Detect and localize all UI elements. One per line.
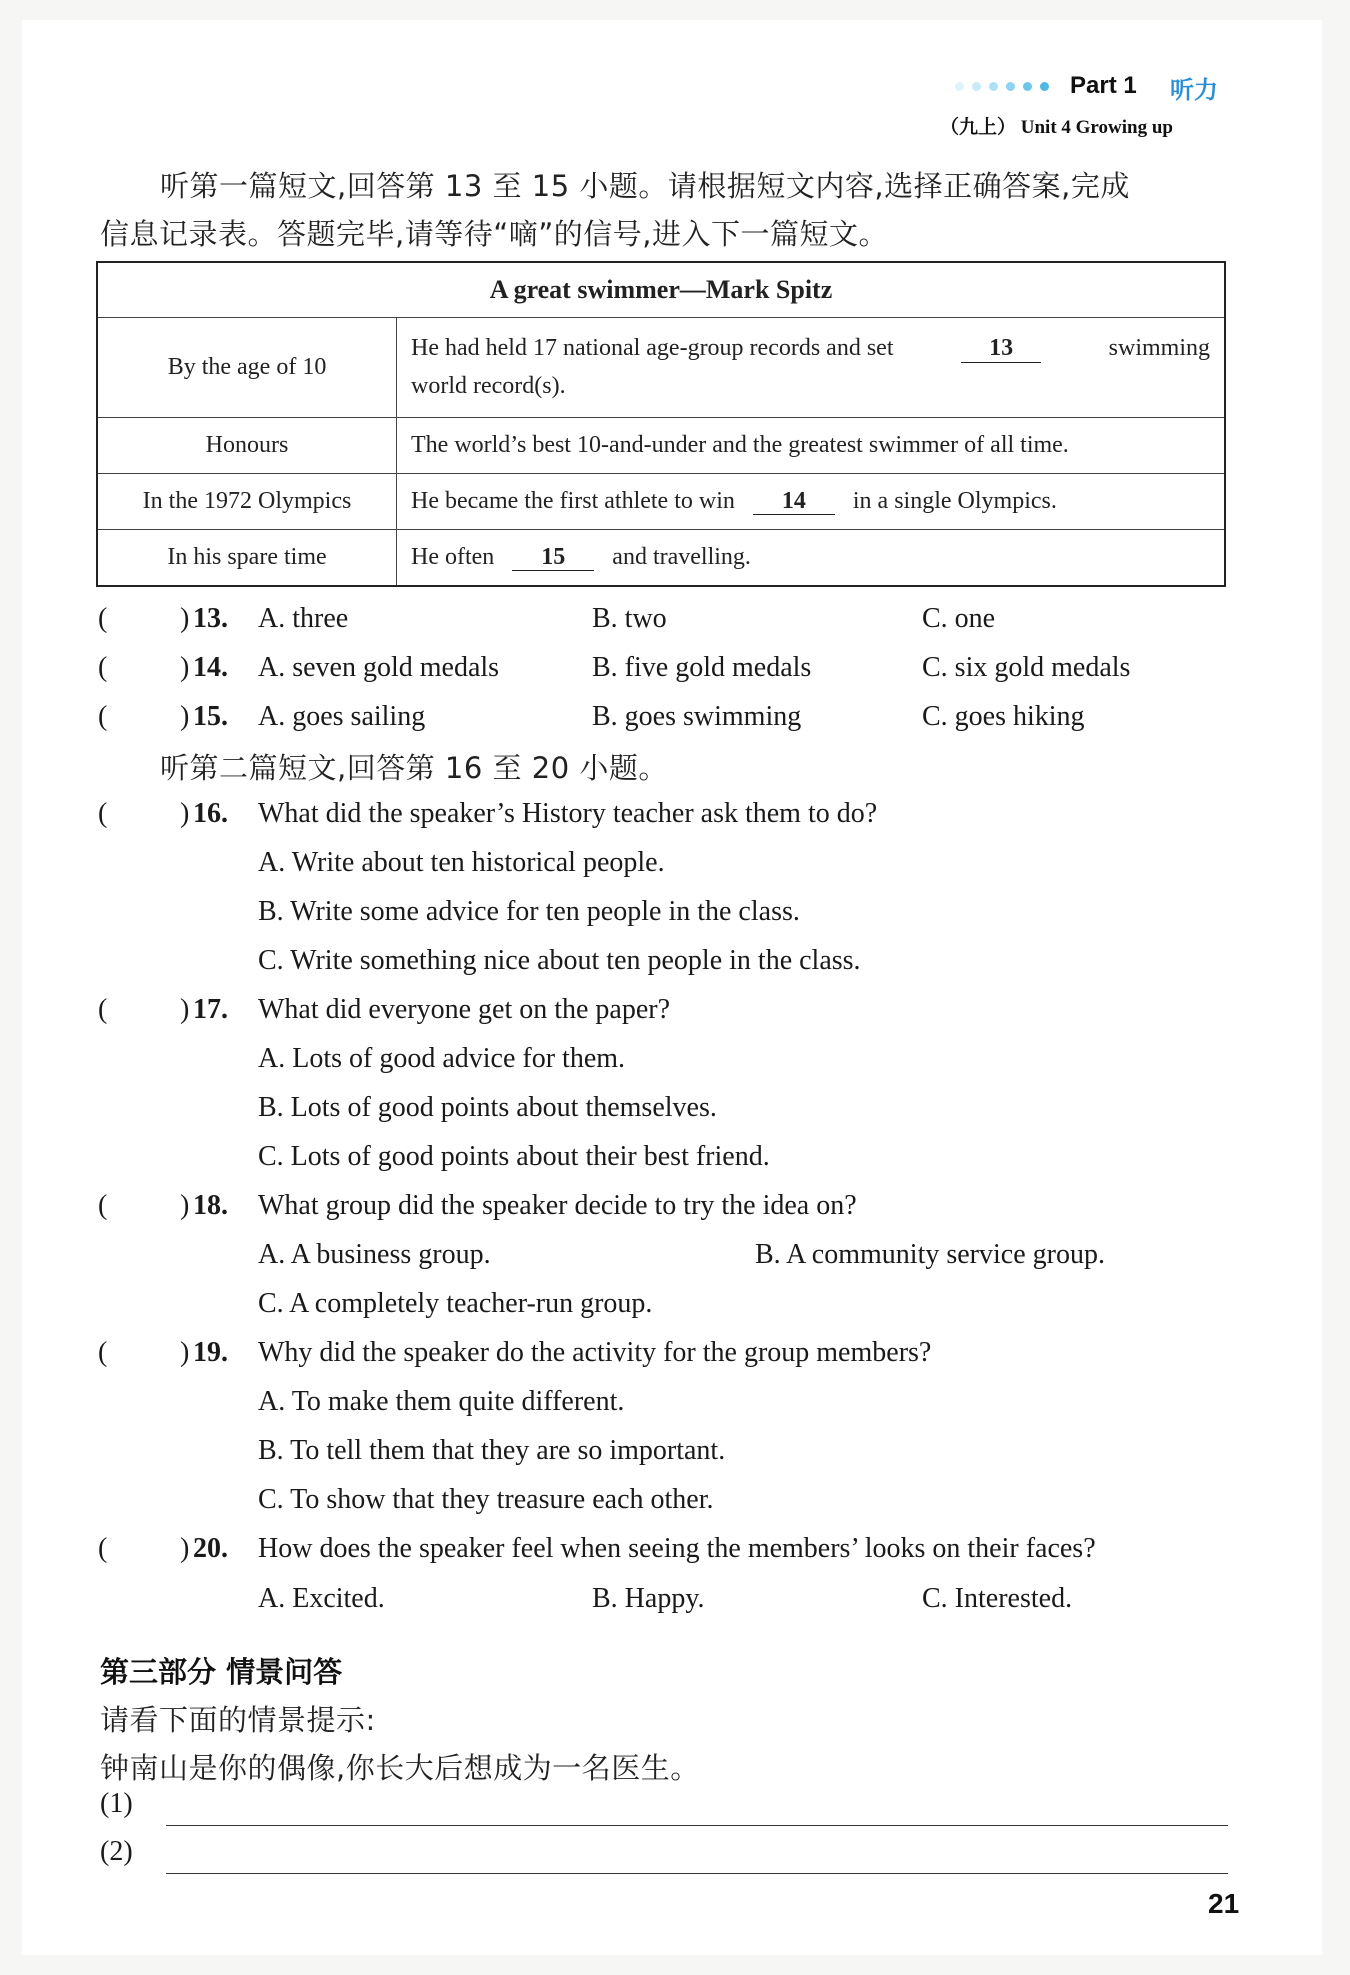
question-number: 20. xyxy=(193,1533,228,1564)
header-dot xyxy=(955,82,964,91)
header-unit: （九上） Unit 4 Growing up xyxy=(940,117,1173,138)
answer-label-1: (1) xyxy=(100,1788,133,1819)
header-dot xyxy=(1040,82,1049,91)
option-c: C. Lots of good points about their best friend. xyxy=(258,1141,770,1172)
answer-paren-close: ) xyxy=(180,701,190,732)
answer-line-1[interactable] xyxy=(166,1825,1228,1826)
section-3-title: 第三部分 情景问答 xyxy=(100,1655,343,1689)
question-number: 17. xyxy=(193,994,228,1025)
option-a: A. Excited. xyxy=(258,1583,385,1614)
page-number: 21 xyxy=(1208,1888,1240,1919)
question-stem: What group did the speaker decide to try the idea on? xyxy=(258,1190,857,1221)
answer-paren-open[interactable]: ( xyxy=(98,701,108,732)
table-row-content xyxy=(397,530,1226,586)
question-number: 15. xyxy=(193,701,228,732)
header-dots xyxy=(955,82,1049,91)
header-dot xyxy=(989,82,998,91)
answer-paren-close: ) xyxy=(180,1190,190,1221)
answer-label-2: (2) xyxy=(100,1836,133,1867)
option-b: B. A community service group. xyxy=(755,1239,1105,1270)
option-c: C. Interested. xyxy=(922,1583,1073,1614)
table-row-label: In the 1972 Olympics xyxy=(97,474,397,530)
row-text: He became the first athlete to win xyxy=(411,487,735,514)
answer-blank-14[interactable]: 14 xyxy=(753,488,835,515)
option-b: B. Happy. xyxy=(592,1583,705,1614)
option-a: A. goes sailing xyxy=(258,701,426,732)
header-section: 听力 xyxy=(1170,76,1218,104)
instruction-line-2: 信息记录表。答题完毕,请等待“嘀”的信号,进入下一篇短文。 xyxy=(100,217,888,251)
table-row-label: Honours xyxy=(97,418,397,474)
table-row-label: In his spare time xyxy=(97,530,397,586)
option-b: B. five gold medals xyxy=(592,652,812,683)
option-a: A. A business group. xyxy=(258,1239,491,1270)
header-dot xyxy=(1023,82,1032,91)
info-record-table xyxy=(96,261,1226,587)
option-c: C. To show that they treasure each other. xyxy=(258,1484,714,1515)
instruction-part2: 听第二篇短文,回答第 16 至 20 小题。 xyxy=(160,751,668,785)
option-c: C. Write something nice about ten people in the class. xyxy=(258,945,861,976)
header-part: Part 1 xyxy=(1070,72,1137,99)
question-stem: What did everyone get on the paper? xyxy=(258,994,671,1025)
option-b: B. goes swimming xyxy=(592,701,802,732)
question-stem: What did the speaker’s History teacher ask them to do? xyxy=(258,798,878,829)
option-c: C. six gold medals xyxy=(922,652,1131,683)
option-b: B. To tell them that they are so important. xyxy=(258,1435,726,1466)
question-stem: Why did the speaker do the activity for the group members? xyxy=(258,1337,932,1368)
option-c: C. goes hiking xyxy=(922,701,1085,732)
header-dot xyxy=(972,82,981,91)
answer-paren-close: ) xyxy=(180,1533,190,1564)
option-a: A. Write about ten historical people. xyxy=(258,847,665,878)
answer-paren-open[interactable]: ( xyxy=(98,994,108,1025)
table-row-label: By the age of 10 xyxy=(97,318,397,418)
table-row-content xyxy=(397,318,1226,418)
answer-blank-13[interactable]: 13 xyxy=(961,335,1041,362)
table-row-content: The world’s best 10-and-under and the greatest swimmer of all time. xyxy=(397,418,1226,474)
row-text: in a single Olympics. xyxy=(852,487,1057,514)
option-b: B. Write some advice for ten people in the class. xyxy=(258,896,800,927)
question-number: 18. xyxy=(193,1190,228,1221)
section-3-scenario: 钟南山是你的偶像,你长大后想成为一名医生。 xyxy=(100,1751,700,1785)
answer-paren-open[interactable]: ( xyxy=(98,1533,108,1564)
option-a: A. Lots of good advice for them. xyxy=(258,1043,626,1074)
row-text: world record(s). xyxy=(411,372,566,399)
row-text: He had held 17 national age-group records and set xyxy=(411,335,894,362)
option-a: A. To make them quite different. xyxy=(258,1386,625,1417)
section-3-prompt: 请看下面的情景提示: xyxy=(100,1703,376,1737)
answer-blank-15[interactable]: 15 xyxy=(512,544,594,571)
answer-paren-open[interactable]: ( xyxy=(98,1190,108,1221)
table-title: A great swimmer—Mark Spitz xyxy=(97,262,1225,318)
answer-line-2[interactable] xyxy=(166,1873,1228,1874)
answer-paren-close: ) xyxy=(180,652,190,683)
option-b: B. two xyxy=(592,603,667,634)
instruction-line-1: 听第一篇短文,回答第 13 至 15 小题。请根据短文内容,选择正确答案,完成 xyxy=(160,169,1130,203)
answer-paren-close: ) xyxy=(180,798,190,829)
answer-paren-close: ) xyxy=(180,1337,190,1368)
row-text: swimming xyxy=(1108,335,1210,362)
option-a: A. seven gold medals xyxy=(258,652,500,683)
question-number: 13. xyxy=(193,603,228,634)
option-c: C. A completely teacher-run group. xyxy=(258,1288,653,1319)
question-number: 16. xyxy=(193,798,228,829)
answer-paren-open[interactable]: ( xyxy=(98,603,108,634)
question-number: 19. xyxy=(193,1337,228,1368)
answer-paren-close: ) xyxy=(180,603,190,634)
option-b: B. Lots of good points about themselves. xyxy=(258,1092,717,1123)
answer-paren-open[interactable]: ( xyxy=(98,1337,108,1368)
question-stem: How does the speaker feel when seeing the members’ looks on their faces? xyxy=(258,1533,1096,1564)
table-row-content xyxy=(397,474,1226,530)
option-c: C. one xyxy=(922,603,996,634)
question-number: 14. xyxy=(193,652,228,683)
row-text: and travelling. xyxy=(612,543,751,570)
answer-paren-open[interactable]: ( xyxy=(98,798,108,829)
answer-paren-open[interactable]: ( xyxy=(98,652,108,683)
row-text: He often xyxy=(411,543,495,570)
answer-paren-close: ) xyxy=(180,994,190,1025)
header-dot xyxy=(1006,82,1015,91)
option-a: A. three xyxy=(258,603,349,634)
